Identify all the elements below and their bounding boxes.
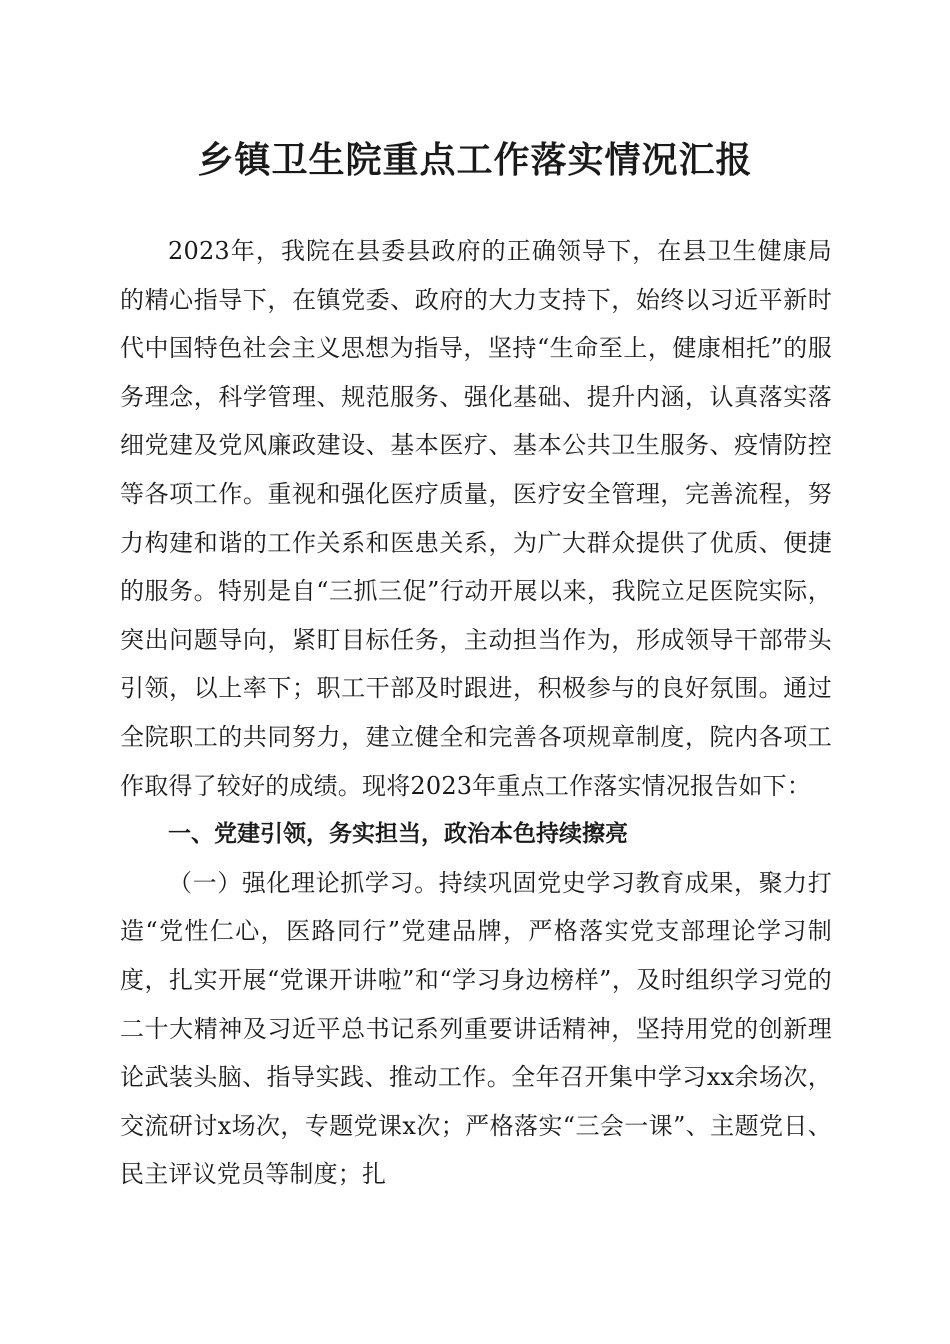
section-1-paragraph-1: （一）强化理论抓学习。持续巩固党史学习教育成果，聚力打造“党性仁心，医路同行”党建品牌，严格落实党支部理论学习制度，扎实开展“党课开讲啦”和“学习身边榜样”，及时组织学习党的二十大精神及习近平总书记系列重要讲话精神，坚持用党的创新理论武装头脑、指导实践、推动工作。全年召开集中学习xx余场次，交流研讨x场次，专题党课x次；严格落实“三会一课”、主题党日、民主评议党员等制度；扎 [120, 868, 832, 1189]
intro-paragraph: 2023年，我院在县委县政府的正确领导下，在县卫生健康局的精心指导下，在镇党委、政府的大力支持下，始终以习近平新时代中国特色社会主义思想为指导，坚持“生命至上，健康相托”的服务理念，科学管理、规范服务、强化基础、提升内涵，认真落实落细党建及党风廉政建设、基本医疗、基本公共卫生服务、疫情防控等各项工作。重视和强化医疗质量，医疗安全管理，完善流程，努力构建和谐的工作关系和医患关系，为广大群众提供了优质、便捷的服务。特别是自“三抓三促”行动开展以来，我院立足医院实际，突出问题导向，紧盯目标任务，主动担当作为，形成领导干部带头引领，以上率下；职工干部及时跟进，积极参与的良好氛围。通过全院职工的共同努力，建立健全和完善各项规章制度，院内各项工作取得了较好的成绩。现将2023年重点工作落实情况报告如下： [120, 237, 832, 800]
document-title: 乡镇卫生院重点工作落实情况汇报 [197, 139, 753, 181]
document-body [120, 227, 832, 1199]
section-heading-1: 一、党建引领，务实担当，政治本色持续擦亮 [168, 821, 628, 848]
